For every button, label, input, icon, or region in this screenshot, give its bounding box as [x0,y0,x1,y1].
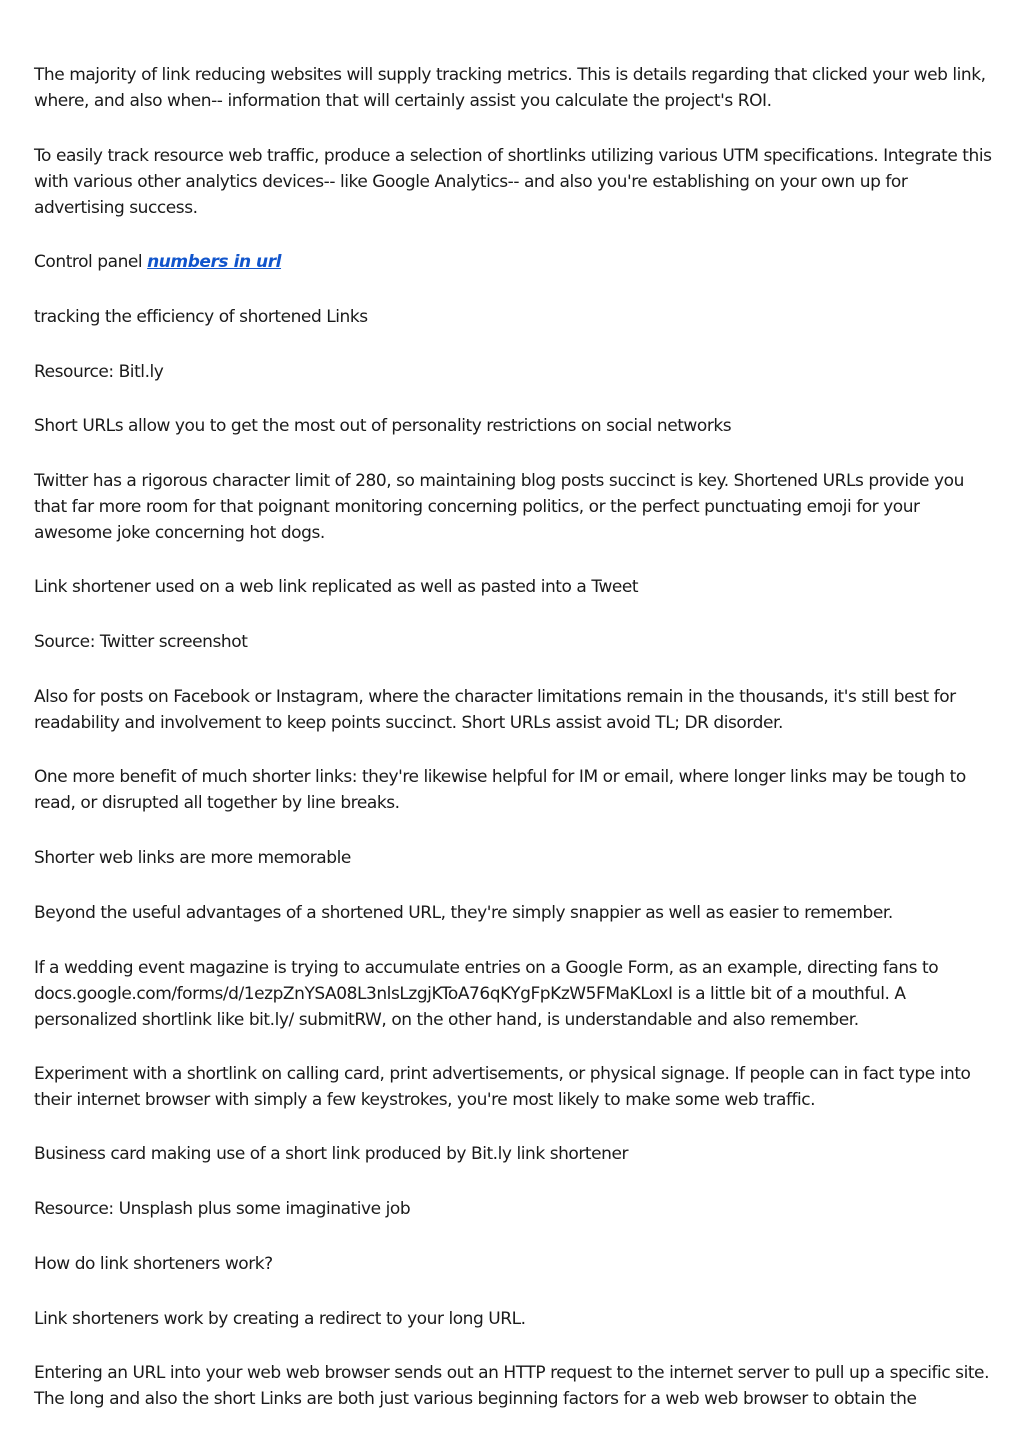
control-panel-label: Control panel [34,252,148,272]
paragraph-resource-bitly: Resource: Bitl.ly [34,362,164,382]
paragraph-utm-specifications: To easily track resource web traffic, produce a selection of shortlinks utilizing various UTM specifications. Integrate this with various other analytics devices-- like Google Analytics-- and also you're establishing on your own up for advertising success. [34,146,992,218]
paragraph-tracking-metrics: The majority of link reducing websites will supply tracking metrics. This is details regarding that clicked your web link, where, and also when-- information that will certainly assist you calculate the project's ROI. [34,65,986,111]
paragraph-control-panel [34,249,992,275]
paragraph-snappier: Beyond the useful advantages of a shortened URL, they're simply snappier as well as easier to remember. [34,903,893,923]
paragraph-http-request: Entering an URL into your web web browser sends out an HTTP request to the internet server to pull up a specific site. The long and also the short Links are both just various beginning factors for a web web browser to obtain the [34,1363,990,1409]
paragraph-wedding-magazine: If a wedding event magazine is trying to accumulate entries on a Google Form, as an example, directing fans to docs.google.com/forms/d/1ezpZnYSA08L3nlsLzgjKToA76qKYgFpKzW5FMaKLoxI is a little bit of a mouthful. A personalized shortlink like bit.ly/ submitRW, on the other hand, is understandable and also remember. [34,958,939,1030]
paragraph-calling-card: Experiment with a shortlink on calling card, print advertisements, or physical signage. If people can in fact type into their internet browser with simply a few keystrokes, you're most likely to make some web traffic. [34,1064,971,1110]
paragraph-source-twitter: Source: Twitter screenshot [34,632,248,652]
paragraph-business-card: Business card making use of a short link produced by Bit.ly link shortener [34,1144,629,1164]
paragraph-how-shorteners-work: How do link shorteners work? [34,1254,273,1274]
paragraph-redirect: Link shorteners work by creating a redirect to your long URL. [34,1309,526,1329]
numbers-in-url-link[interactable]: numbers in url [147,252,282,272]
paragraph-memorable-heading: Shorter web links are more memorable [34,848,351,868]
paragraph-im-email: One more benefit of much shorter links: they're likewise helpful for IM or email, where longer links may be tough to read, or disrupted all together by line breaks. [34,767,966,813]
paragraph-resource-unsplash: Resource: Unsplash plus some imaginative job [34,1199,411,1219]
paragraph-tweet-caption: Link shortener used on a web link replicated as well as pasted into a Tweet [34,577,639,597]
paragraph-twitter-limit: Twitter has a rigorous character limit of 280, so maintaining blog posts succinct is key. Shortened URLs provide you that far more room for that poignant monitoring concerning politics, or the perfect punctuating emoji for your awesome joke concerning hot dogs. [34,471,964,543]
paragraph-short-urls-social: Short URLs allow you to get the most out of personality restrictions on social networks [34,416,732,436]
paragraph-tracking-efficiency: tracking the efficiency of shortened Links [34,307,368,327]
paragraph-facebook-instagram: Also for posts on Facebook or Instagram, where the character limitations remain in the thousands, it's still best for readability and involvement to keep points succinct. Short URLs assist avoid TL; DR disorder. [34,687,956,733]
